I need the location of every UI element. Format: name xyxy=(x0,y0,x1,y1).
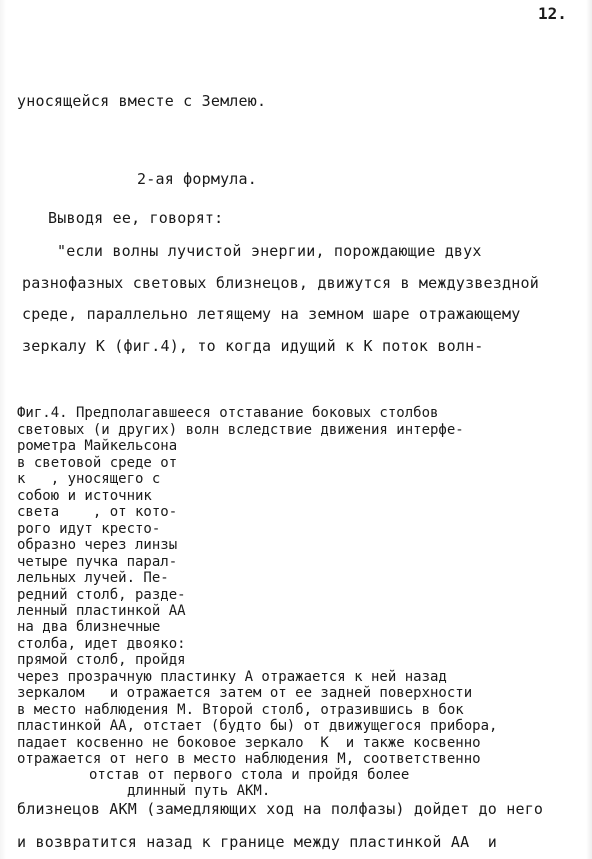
section-heading: 2-ая формула. xyxy=(137,170,257,188)
caption-line: в световой среде от xyxy=(17,455,178,471)
caption-line: Фиг.4. Предполагавшееся отставание боковых столбов xyxy=(17,405,439,421)
caption-line: пластинкой АА, отстает (будто бы) от движущегося прибора, xyxy=(17,718,498,734)
caption-line: зеркалом и отражается затем от ее задней поверхности xyxy=(17,685,473,701)
paragraph-line: и возвратится назад к границе между пластинкой АА и xyxy=(17,833,497,851)
paragraph-line: уносящейся вместе с Землею. xyxy=(17,92,267,110)
caption-line: через прозрачную пластинку А отражается к ней назад xyxy=(17,669,447,685)
quote-line: среде, параллельно летящему на земном шаре отражающему xyxy=(22,305,521,323)
caption-line: отражается от него в место наблюдения М, соответственно xyxy=(17,751,481,767)
caption-line: к , уносящего с xyxy=(17,471,161,487)
caption-line: отстав от первого стола и пройдя более xyxy=(89,767,410,783)
caption-line: на два близнечные xyxy=(17,619,161,635)
intro-line: Выводя ее, говорят: xyxy=(48,209,224,227)
caption-line: образно через линзы xyxy=(17,537,178,553)
caption-line: рометра Майкельсона xyxy=(17,438,178,454)
figure-caption xyxy=(17,405,587,799)
caption-line: в место наблюдения М. Второй столб, отразившись в бок xyxy=(17,702,464,718)
page-number: 12. xyxy=(538,4,567,23)
caption-line: редний столб, разде- xyxy=(17,587,186,603)
caption-line: прямой столб, пройдя xyxy=(17,652,186,668)
quote-line: зеркалу К (фиг.4), то когда идущий к К поток волн- xyxy=(22,337,484,355)
caption-line: длинный путь АКМ. xyxy=(127,783,271,799)
caption-line: четыре пучка парал- xyxy=(17,554,178,570)
quote-line: разнофазных световых близнецов, движутся в междузвездной xyxy=(22,274,539,292)
caption-line: столба, идет двояко: xyxy=(17,636,186,652)
caption-line: собою и источник xyxy=(17,488,152,504)
caption-line: ленный пластинкой АА xyxy=(17,603,186,619)
caption-line: света , от кото- xyxy=(17,504,178,520)
caption-line: лельных лучей. Пе- xyxy=(17,570,169,586)
caption-line: падает косвенно не боковое зеркало К и также косвенно xyxy=(17,735,481,751)
paragraph-line: близнецов АКМ (замедляющих ход на полфазы) дойдет до него xyxy=(17,800,544,818)
quote-line: "если волны лучистой энергии, порождающие двух xyxy=(57,242,482,260)
caption-line: световых (и других) волн вследствие движения интерфе- xyxy=(17,422,464,438)
caption-line: рого идут кресто- xyxy=(17,521,161,537)
